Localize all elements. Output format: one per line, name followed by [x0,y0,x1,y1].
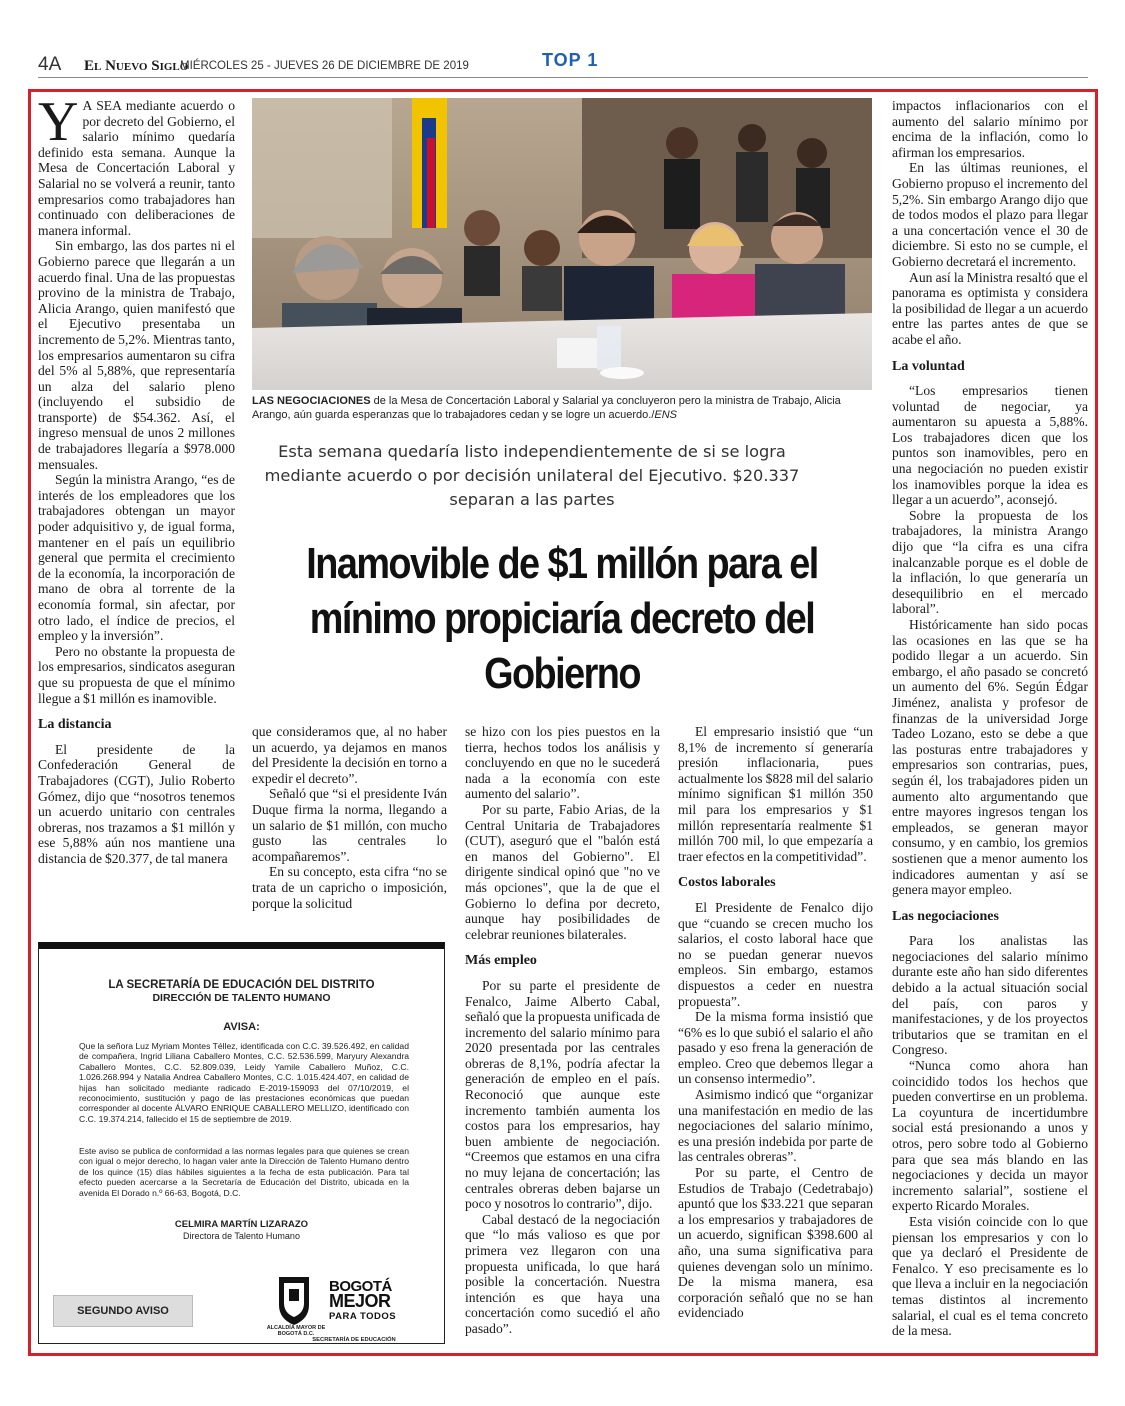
notice-body: Este aviso se publica de conformidad a las normas legales para que quienes se crean con igual o mejor derecho, lo hagan valer ante la Dirección de Talento Humano dentro de los quince (15) días hábiles siguientes a la fecha de esta publicación. Para tal efecto pueden acercarse a la Secretaría de Educación del Distrito, ubicada en la avenida El Dorado n.º 66-63, Bogotá, D.C. [79,1146,409,1198]
paragraph: “Nunca como ahora han coincidido todos los hechos que pueden convertirse en un problema. La coyuntura de incertidumbre social está presionando a unos y otros, pero sobre todo al Gobierno para que sea más blando en las negociaciones y decida un mayor incremento salarial”, sostiene el experto Ricardo Morales. [892,1058,1088,1214]
bogota-crest-icon [271,1271,317,1331]
second-notice-badge: SEGUNDO AVISO [53,1295,193,1327]
paragraph: Esta visión coincide con lo que piensan los empresarios y con lo que ya declaró el Presidente de Fenalco. Y eso precisamente es lo que lleva a incluir en la negociación temas distintos al incremento salarial, el cual es el tema concreto de la mesa. [892,1213,1088,1339]
subheading: Las negociaciones [892,908,999,924]
masthead: El Nuevo Siglo [84,58,189,74]
photo-caption: LAS NEGOCIACIONES de la Mesa de Concertación Laboral y Salarial ya concluyeron pero la ministra de Trabajo, Alicia Arango, aún guarda esperanzas que lo trabajadores cedan y se logre un acuerdo./ENS [252,395,841,421]
notice-signer-role: Directora de Talento Humano [183,1231,300,1241]
paragraph: Por su parte, Fabio Arias, de la Central Unitaria de Trabajadores (CUT), aseguró que el "balón está en manos del Gobierno". El dirigente sindical opinó que "no ve más opciones", que la de que el Gobierno lo defina por decreto, aunque hay posibilidades de celebrar reuniones bilaterales. [465,801,660,942]
paragraph: Para los analistas las negociaciones del salario mínimo durante este año han sido diferentes debido a la actual situación social del país, con paros y manifestaciones, y de los proyectos tributarios que se tramitan en el Congreso. [892,933,1088,1058]
meeting-photo-illustration [252,98,872,390]
column-2 [252,724,447,924]
paragraph: El presidente de la Confederación General de Trabajadores (CGT), Julio Roberto Gómez, dijo que “nosotros tenemos un acuerdo unitario con centrales obreras, nos trazamos a $1 millón y ese 5,88% aún nos mantiene una distancia de $20.377, de tal manera [38,741,235,866]
secretaria-label: SECRETARÍA DE EDUCACIÓN [312,1337,396,1343]
paragraph: De la misma forma insistió que “6% es lo que subió el salario el año pasado y eso frena la generación de empleo. Creo que debemos llegar a un consenso intermedio”. [678,1009,873,1087]
issue-date: MIÉRCOLES 25 - JUEVES 26 DE DICIEMBRE DE 2019 [180,60,469,72]
column-3 [465,724,660,1346]
subheading: La voluntad [892,358,965,374]
paragraph: Cabal destacó de la negociación que “lo más valioso es que por primera vez llegaron con una propuesta unificada, lo que hará posible la concertación. Nuestra intención es que haya una concertación como sucedió el año pasado”. [465,1211,660,1336]
subheading: La distancia [38,717,112,733]
article-deck: Esta semana quedaría listo independientemente de si se logra mediante acuerdo o por decisión unilateral del Ejecutivo. $20.337 separan a las partes [264,442,800,509]
paragraph: Sin embargo, las dos partes ni el Gobierno parece que llegarán a un acuerdo final. Una de las propuestas provino de la ministra de Trabajo, Alicia Arango, quien manifestó que el Ejecutivo presentaba un incremento de 5,2%. Mientras tanto, los empresarios aumentaron su cifra del 5% al 5,88%, que representaría un alza del salario pleno (incluyendo el subsidio de transporte) de $54.362. Así, el ingreso mensual de unos 2 millones de trabajadores llegaría a $978.000 mensuales. [38,238,235,472]
paragraph: Por su parte el presidente de Fenalco, Jaime Alberto Cabal, señaló que la propuesta unificada de incremento del salario mínimo para 2020 presentada por las centrales obreras de 8,1%, podría afectar la generación de empleo en el país. Reconoció que aunque este incremento también aumenta los costos para los empresarios, hay buen ambiente de negociación. “Creemos que estamos en una cifra no muy lejana de concertación; las centrales obreras deben bajarse un poco y nosotros lo contrario”, dijo. [465,977,660,1212]
lead-paragraph: Y A SEA mediante acuerdo o por decreto del Gobierno, el salario mínimo quedaría definido esta semana. Aunque la Mesa de Concertación Laboral y Salarial no se volverá a reunir, tanto empresarios como trabajadores han continuado con deliberaciones de manera informal. [38,98,235,238]
page-header [38,52,1088,78]
paragraph: que consideramos que, al no haber un acuerdo, ya dejamos en manos del Presidente la decisión en torno a expedir el decreto”. [252,724,447,786]
section-tag: TOP 1 [542,50,599,70]
paragraph: Aun así la Ministra resaltó que el panorama es optimista y considera la posibilidad de llegar a un acuerdo entre las partes antes de que se acabe el año. [892,269,1088,347]
paragraph: En las últimas reuniones, el Gobierno propuso el incremento del 5,2%. Sin embargo Arango dijo que de todos modos el plazo para llegar a una concertación vence el 30 de diciembre. Si esto no se cumple, el Gobierno decretará el incremento. [892,160,1088,269]
column-4 [678,724,873,1346]
notice-heading: AVISA: [223,1021,260,1033]
notice-subtitle: DIRECCIÓN DE TALENTO HUMANO [152,992,331,1004]
notice-body: Que la señora Luz Myriam Montes Téllez, identificada con C.C. 39.526.492, en calidad de compañera, Ingrid Liliana Caballero Montes, C.C. 52.536.599, Maryury Alexandra Caballero Montes, C.C. 52.809.039, Leidy Yamile Caballero Muñoz, C.C. 1.026.268.994 y Natalia Andrea Caballero Montes, C.C. 1.015.424.407, en calidad de hijas han solicitado mediante radicado E-2019-159093 del 07/10/2019, el reconocimiento, sustitución y pago de las prestaciones económicas que puedan corresponder al docente ÁLVARO ENRIQUE CABALLERO MELLIZO, identificado con C.C. 19.374.214, fallecido el 15 de septiembre de 2019. [79,1041,409,1124]
paragraph: “Los empresarios tienen voluntad de negociar, ya aumentaron su apuesta a 5,88%. Los trabajadores dicen que los puntos son inamovibles, pero en una negociación no pueden existir los inamovibles porque la idea es llegar a un acuerdo”, aconsejó. [892,383,1088,508]
bogota-mejor-logo: BOGOTÁ MEJOR PARA TODOS [329,1278,397,1322]
article-photo [252,98,872,390]
subheading: Costos laborales [678,875,776,891]
photo-credit: ENS [654,409,678,421]
subheading: Más empleo [465,953,537,969]
paragraph: Históricamente han sido pocas las ocasiones en las que se ha podido llegar a un acuerdo. Sin embargo, el año pasado se concretó un aumento del 6%. Según Édgar Jiménez, analista y profesor de finanzas de la universidad Jorge Tadeo Lozano, esto se debe a que las posturas entre trabajadores y empresarios son contrarias, pues, según él, los trabajadores piden un aumento alto argumentando que entre mayores ingresos tengan los empleados, se generan mayor consumo, y en cambio, los gremios sostienen que a menor aumento los indicadores aumentan y así se genera mayor empleo. [892,617,1088,898]
crest-label: ALCALDÍA MAYOR DE BOGOTÁ D.C. [266,1325,326,1337]
paragraph: se hizo con los pies puestos en la tierra, hechos todos los análisis y concluyendo en que no le sucederá nada a la economía con este aumento del salario”. [465,724,660,802]
paragraph: Por su parte, el Centro de Estudios de Trabajo (Cedetrabajo) apuntó que los $33.221 que separan a los empresarios y trabajadores de un acuerdo, significan $398.600 al año, una suma significativa para quienes devengan solo un mínimo. De la misma manera, esa corporación señaló que no se han evidenciado [678,1165,873,1321]
paragraph: Según la ministra Arango, “es de interés de los empleadores que los trabajadores obtengan un mayor poder adquisitivo y, de igual forma, mantener en el país un equilibrio general que permita el crecimiento de la economía, la incorporación de mano de obra al torrente de la economía formal, sin afectar, por otro lado, el índice de precios, el empleo y la inversión”. [38,472,235,644]
notice-title: LA SECRETARÍA DE EDUCACIÓN DEL DISTRITO [108,979,375,991]
paragraph: El empresario insistió que “un 8,1% de incremento sí generaría presión inflacionaria, pues actualmente los $828 mil del salario mínimo significan $1 millón 350 mil para los empresarios y $1 millón representaría realmente $1 millón 700 mil, lo que empezaría a traer efectos en la competitividad”. [678,724,873,864]
notice-signer: CELMIRA MARTÍN LIZARAZO [174,1219,309,1230]
article-headline: Inamovible de $1 millón para el mínimo propiciaría decreto del Gobierno [306,539,818,698]
paragraph: Señaló que “si el presidente Iván Duque firma la norma, llegando a un salario de $1 millón, con mucho gusto las centrales lo acompañaremos”. [252,786,447,864]
page-number: 4A [38,54,62,75]
paragraph: En su concepto, esta cifra “no se trata de un capricho o imposición, porque la solicitud [252,864,447,911]
paragraph: El Presidente de Fenalco dijo que “cuando se crecen mucho los salarios, el costo laboral hace que no se puedan generar nuevos empleos. Sin embargo, estamos dispuestos a ceder en nuestra propuesta”. [678,899,873,1009]
legal-notice-ad [38,942,445,1344]
column-1 [38,98,235,928]
drop-cap: Y [38,98,79,153]
paragraph: impactos inflacionarios con el aumento del salario mínimo por encima de la inflación, como lo afirman los empresarios. [892,98,1088,160]
column-5 [892,98,1088,1346]
paragraph: Sobre la propuesta de los trabajadores, la ministra Arango dijo que “la cifra es una cifra inalcanzable porque es el doble de la inflación, lo que generaría un desequilibrio en el mercado laboral”. [892,507,1088,617]
paragraph: Pero no obstante la propuesta de los empresarios, sindicatos aseguran que su propuesta de que el mínimo llegue a $1 millón es inamovible. [38,643,235,706]
paragraph: Asimismo indicó que “organizar una manifestación en medio de las negociaciones del salario mínimo, es una presión indebida por parte de las centrales obreras”. [678,1087,873,1165]
